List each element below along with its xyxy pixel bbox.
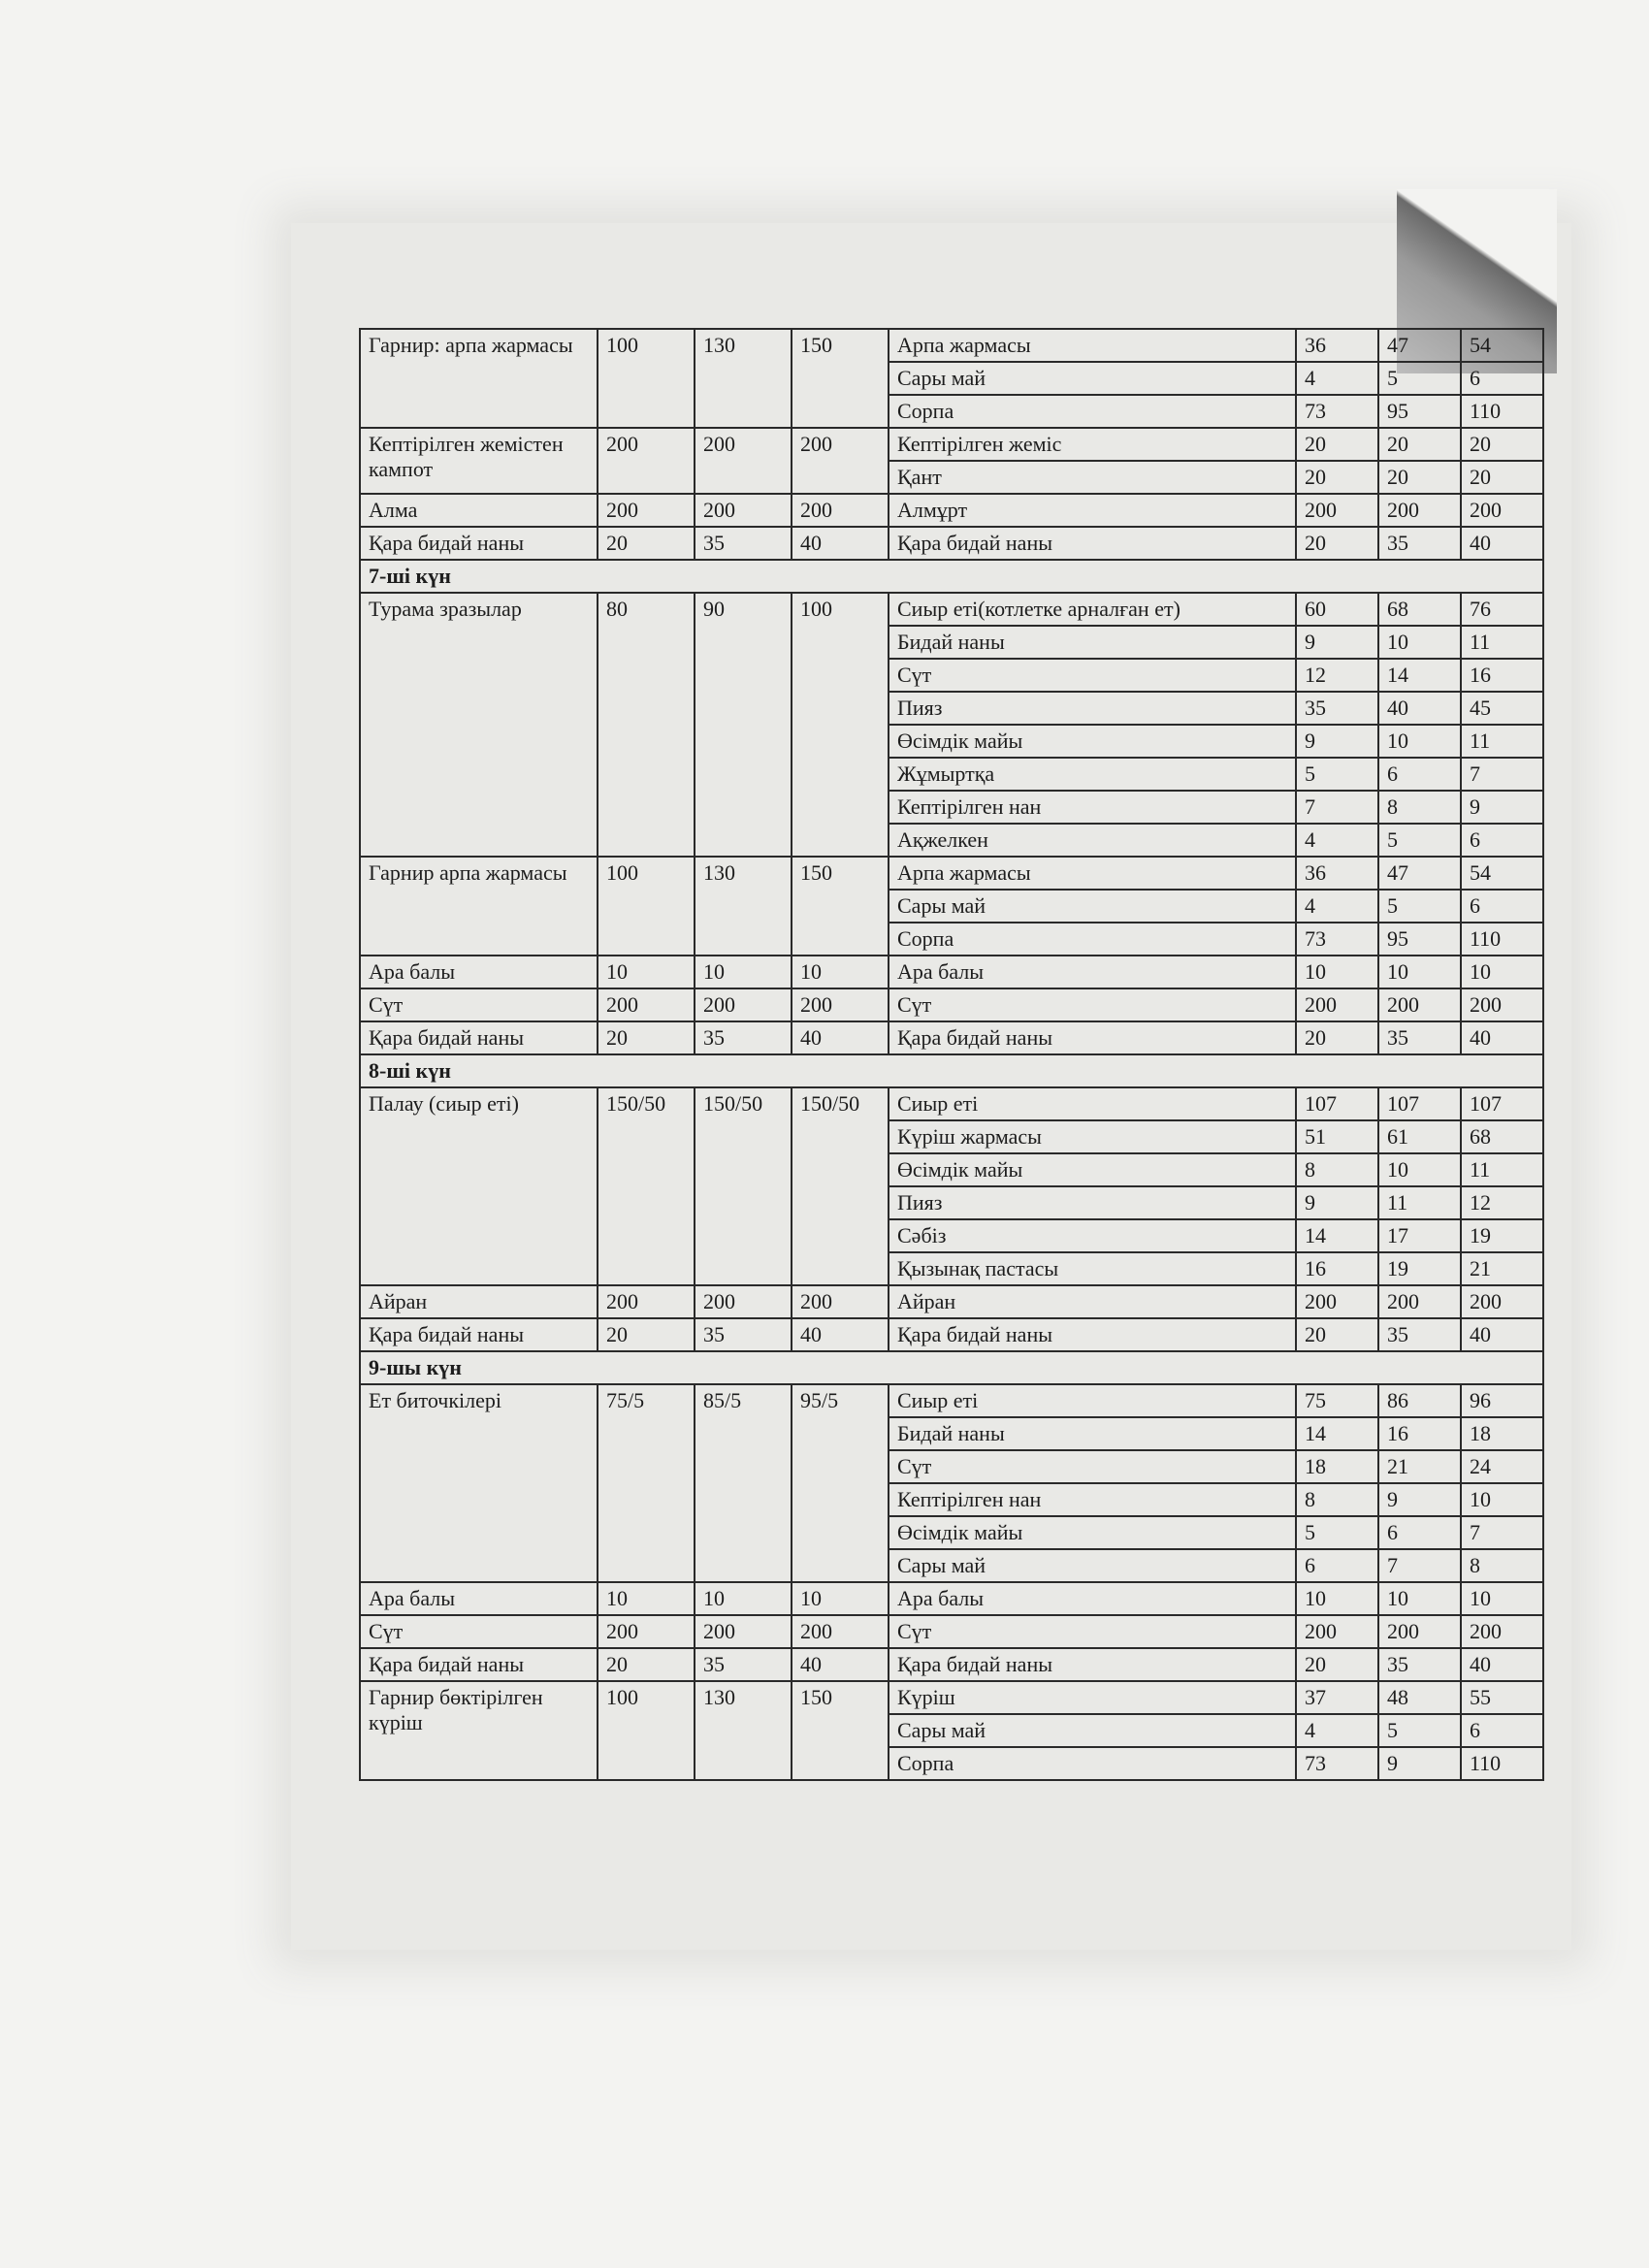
ingredient-name: Сиыр еті	[889, 1384, 1296, 1417]
ingredient-amount-1: 20	[1296, 1318, 1378, 1351]
ingredient-amount-1: 73	[1296, 923, 1378, 956]
dish-name: Айран	[360, 1285, 598, 1318]
menu-table	[359, 328, 1544, 1781]
portion-2: 130	[695, 857, 792, 956]
ingredient-amount-3: 40	[1461, 527, 1543, 560]
ingredient-amount-2: 20	[1378, 461, 1461, 494]
ingredient-name: Ақжелкен	[889, 824, 1296, 857]
ingredient-name: Сорпа	[889, 395, 1296, 428]
portion-2: 200	[695, 494, 792, 527]
ingredient-amount-1: 14	[1296, 1219, 1378, 1252]
portion-3: 200	[792, 988, 889, 1021]
ingredient-name: Қант	[889, 461, 1296, 494]
ingredient-amount-1: 37	[1296, 1681, 1378, 1714]
ingredient-amount-3: 96	[1461, 1384, 1543, 1417]
portion-2: 35	[695, 527, 792, 560]
ingredient-amount-1: 73	[1296, 1747, 1378, 1780]
dish-name: Турама зразылар	[360, 593, 598, 857]
ingredient-name: Өсімдік майы	[889, 1516, 1296, 1549]
ingredient-name: Сүт	[889, 1450, 1296, 1483]
ingredient-name: Арпа жармасы	[889, 329, 1296, 362]
ingredient-amount-1: 20	[1296, 1021, 1378, 1054]
ingredient-amount-3: 54	[1461, 329, 1543, 362]
ingredient-amount-2: 6	[1378, 1516, 1461, 1549]
portion-2: 130	[695, 329, 792, 428]
ingredient-amount-1: 12	[1296, 659, 1378, 692]
ingredient-amount-2: 107	[1378, 1087, 1461, 1120]
ingredient-amount-1: 4	[1296, 824, 1378, 857]
ingredient-amount-1: 200	[1296, 494, 1378, 527]
ingredient-amount-2: 5	[1378, 1714, 1461, 1747]
ingredient-amount-1: 107	[1296, 1087, 1378, 1120]
dish-name: Кептірілген жемістен кампот	[360, 428, 598, 494]
ingredient-amount-3: 18	[1461, 1417, 1543, 1450]
ingredient-amount-2: 9	[1378, 1747, 1461, 1780]
portion-3: 10	[792, 1582, 889, 1615]
portion-3: 95/5	[792, 1384, 889, 1582]
day-header-row	[360, 1054, 1543, 1087]
table-row	[360, 988, 1543, 1021]
ingredient-amount-1: 20	[1296, 428, 1378, 461]
ingredient-amount-2: 200	[1378, 494, 1461, 527]
ingredient-amount-2: 10	[1378, 725, 1461, 758]
ingredient-amount-2: 35	[1378, 527, 1461, 560]
ingredient-name: Сары май	[889, 890, 1296, 923]
portion-1: 100	[598, 1681, 695, 1780]
table-row	[360, 1384, 1543, 1417]
ingredient-amount-1: 60	[1296, 593, 1378, 626]
portion-2: 10	[695, 1582, 792, 1615]
ingredient-amount-2: 6	[1378, 758, 1461, 791]
ingredient-amount-1: 200	[1296, 1615, 1378, 1648]
ingredient-amount-2: 95	[1378, 395, 1461, 428]
dish-name: Алма	[360, 494, 598, 527]
ingredient-amount-1: 16	[1296, 1252, 1378, 1285]
table-row	[360, 1021, 1543, 1054]
ingredient-amount-3: 45	[1461, 692, 1543, 725]
ingredient-name: Сүт	[889, 988, 1296, 1021]
ingredient-amount-1: 18	[1296, 1450, 1378, 1483]
table-row	[360, 857, 1543, 890]
ingredient-name: Сорпа	[889, 1747, 1296, 1780]
dish-name: Сүт	[360, 1615, 598, 1648]
menu-table-sheet	[359, 328, 1542, 1781]
portion-1: 200	[598, 1615, 695, 1648]
ingredient-amount-1: 200	[1296, 988, 1378, 1021]
ingredient-amount-1: 9	[1296, 626, 1378, 659]
ingredient-amount-2: 10	[1378, 626, 1461, 659]
ingredient-amount-2: 20	[1378, 428, 1461, 461]
portion-3: 150	[792, 1681, 889, 1780]
ingredient-amount-2: 35	[1378, 1021, 1461, 1054]
table-row	[360, 428, 1543, 461]
ingredient-name: Пияз	[889, 1186, 1296, 1219]
ingredient-amount-2: 14	[1378, 659, 1461, 692]
ingredient-amount-3: 11	[1461, 626, 1543, 659]
ingredient-amount-2: 95	[1378, 923, 1461, 956]
ingredient-amount-1: 73	[1296, 395, 1378, 428]
ingredient-amount-1: 6	[1296, 1549, 1378, 1582]
portion-2: 150/50	[695, 1087, 792, 1285]
portion-2: 35	[695, 1021, 792, 1054]
ingredient-amount-2: 10	[1378, 1153, 1461, 1186]
dish-name: Ет биточкілері	[360, 1384, 598, 1582]
ingredient-amount-3: 12	[1461, 1186, 1543, 1219]
ingredient-amount-3: 110	[1461, 395, 1543, 428]
dish-name: Сүт	[360, 988, 598, 1021]
ingredient-amount-3: 6	[1461, 362, 1543, 395]
ingredient-amount-3: 76	[1461, 593, 1543, 626]
day-label: 8-ші күн	[360, 1054, 1543, 1087]
ingredient-amount-1: 10	[1296, 956, 1378, 988]
ingredient-amount-1: 20	[1296, 1648, 1378, 1681]
ingredient-name: Кептірілген нан	[889, 1483, 1296, 1516]
portion-1: 10	[598, 956, 695, 988]
ingredient-name: Күріш жармасы	[889, 1120, 1296, 1153]
ingredient-name: Алмұрт	[889, 494, 1296, 527]
portion-2: 35	[695, 1648, 792, 1681]
ingredient-name: Ара балы	[889, 956, 1296, 988]
ingredient-amount-1: 10	[1296, 1582, 1378, 1615]
ingredient-amount-3: 8	[1461, 1549, 1543, 1582]
table-row	[360, 1285, 1543, 1318]
ingredient-amount-2: 40	[1378, 692, 1461, 725]
ingredient-amount-1: 8	[1296, 1153, 1378, 1186]
portion-3: 150	[792, 329, 889, 428]
ingredient-amount-3: 19	[1461, 1219, 1543, 1252]
portion-1: 80	[598, 593, 695, 857]
ingredient-amount-1: 36	[1296, 857, 1378, 890]
ingredient-amount-1: 14	[1296, 1417, 1378, 1450]
ingredient-amount-1: 20	[1296, 461, 1378, 494]
ingredient-amount-2: 9	[1378, 1483, 1461, 1516]
ingredient-name: Сиыр еті(котлетке арналған ет)	[889, 593, 1296, 626]
ingredient-amount-2: 10	[1378, 956, 1461, 988]
portion-1: 75/5	[598, 1384, 695, 1582]
ingredient-amount-3: 200	[1461, 1285, 1543, 1318]
ingredient-name: Сары май	[889, 1549, 1296, 1582]
portion-3: 200	[792, 494, 889, 527]
ingredient-amount-3: 11	[1461, 1153, 1543, 1186]
ingredient-amount-3: 55	[1461, 1681, 1543, 1714]
ingredient-name: Қара бидай наны	[889, 1318, 1296, 1351]
ingredient-amount-2: 200	[1378, 1615, 1461, 1648]
ingredient-amount-3: 6	[1461, 824, 1543, 857]
ingredient-amount-3: 9	[1461, 791, 1543, 824]
ingredient-name: Сәбіз	[889, 1219, 1296, 1252]
ingredient-name: Сүт	[889, 659, 1296, 692]
ingredient-amount-3: 7	[1461, 758, 1543, 791]
ingredient-amount-1: 200	[1296, 1285, 1378, 1318]
portion-3: 40	[792, 527, 889, 560]
ingredient-amount-2: 35	[1378, 1648, 1461, 1681]
portion-1: 100	[598, 329, 695, 428]
dish-name: Палау (сиыр еті)	[360, 1087, 598, 1285]
ingredient-name: Қара бидай наны	[889, 527, 1296, 560]
ingredient-amount-2: 5	[1378, 890, 1461, 923]
ingredient-name: Бидай наны	[889, 1417, 1296, 1450]
portion-1: 200	[598, 988, 695, 1021]
portion-2: 90	[695, 593, 792, 857]
portion-1: 20	[598, 1021, 695, 1054]
day-label: 9-шы күн	[360, 1351, 1543, 1384]
ingredient-amount-3: 20	[1461, 461, 1543, 494]
dish-name: Қара бидай наны	[360, 527, 598, 560]
portion-3: 10	[792, 956, 889, 988]
ingredient-amount-2: 48	[1378, 1681, 1461, 1714]
ingredient-name: Қара бидай наны	[889, 1648, 1296, 1681]
ingredient-amount-2: 8	[1378, 791, 1461, 824]
ingredient-amount-2: 10	[1378, 1582, 1461, 1615]
ingredient-amount-1: 4	[1296, 890, 1378, 923]
ingredient-amount-3: 107	[1461, 1087, 1543, 1120]
dish-name: Гарнир бөктірілген күріш	[360, 1681, 598, 1780]
ingredient-name: Ара балы	[889, 1582, 1296, 1615]
portion-2: 10	[695, 956, 792, 988]
ingredient-amount-1: 4	[1296, 362, 1378, 395]
ingredient-amount-1: 8	[1296, 1483, 1378, 1516]
ingredient-amount-2: 7	[1378, 1549, 1461, 1582]
ingredient-name: Өсімдік майы	[889, 725, 1296, 758]
ingredient-amount-1: 75	[1296, 1384, 1378, 1417]
ingredient-name: Өсімдік майы	[889, 1153, 1296, 1186]
portion-1: 20	[598, 1318, 695, 1351]
ingredient-name: Жұмыртқа	[889, 758, 1296, 791]
ingredient-amount-2: 16	[1378, 1417, 1461, 1450]
ingredient-name: Пияз	[889, 692, 1296, 725]
dish-name: Гарнир арпа жармасы	[360, 857, 598, 956]
ingredient-amount-1: 7	[1296, 791, 1378, 824]
dish-name: Қара бидай наны	[360, 1318, 598, 1351]
ingredient-amount-2: 61	[1378, 1120, 1461, 1153]
ingredient-amount-2: 21	[1378, 1450, 1461, 1483]
ingredient-name: Сиыр еті	[889, 1087, 1296, 1120]
ingredient-name: Кептірілген нан	[889, 791, 1296, 824]
portion-2: 130	[695, 1681, 792, 1780]
portion-2: 85/5	[695, 1384, 792, 1582]
portion-3: 40	[792, 1318, 889, 1351]
dish-name: Қара бидай наны	[360, 1021, 598, 1054]
table-row	[360, 593, 1543, 626]
ingredient-name: Күріш	[889, 1681, 1296, 1714]
portion-3: 40	[792, 1648, 889, 1681]
table-row	[360, 494, 1543, 527]
menu-table-body	[360, 329, 1543, 1780]
ingredient-amount-3: 16	[1461, 659, 1543, 692]
portion-3: 100	[792, 593, 889, 857]
ingredient-amount-3: 10	[1461, 1483, 1543, 1516]
ingredient-amount-2: 5	[1378, 362, 1461, 395]
ingredient-amount-1: 20	[1296, 527, 1378, 560]
table-row	[360, 1681, 1543, 1714]
table-row	[360, 329, 1543, 362]
ingredient-amount-3: 10	[1461, 956, 1543, 988]
ingredient-name: Арпа жармасы	[889, 857, 1296, 890]
ingredient-amount-3: 110	[1461, 1747, 1543, 1780]
portion-1: 10	[598, 1582, 695, 1615]
ingredient-name: Сорпа	[889, 923, 1296, 956]
ingredient-amount-1: 35	[1296, 692, 1378, 725]
portion-3: 200	[792, 428, 889, 494]
ingredient-name: Сары май	[889, 362, 1296, 395]
ingredient-amount-2: 47	[1378, 329, 1461, 362]
ingredient-amount-3: 40	[1461, 1648, 1543, 1681]
dish-name: Гарнир: арпа жармасы	[360, 329, 598, 428]
ingredient-name: Айран	[889, 1285, 1296, 1318]
ingredient-amount-3: 200	[1461, 494, 1543, 527]
ingredient-amount-1: 5	[1296, 758, 1378, 791]
ingredient-amount-1: 51	[1296, 1120, 1378, 1153]
ingredient-amount-3: 40	[1461, 1021, 1543, 1054]
ingredient-amount-1: 5	[1296, 1516, 1378, 1549]
table-row	[360, 1318, 1543, 1351]
portion-2: 200	[695, 988, 792, 1021]
portion-3: 200	[792, 1615, 889, 1648]
ingredient-amount-2: 200	[1378, 988, 1461, 1021]
ingredient-amount-3: 110	[1461, 923, 1543, 956]
ingredient-amount-2: 5	[1378, 824, 1461, 857]
portion-2: 35	[695, 1318, 792, 1351]
table-row	[360, 1648, 1543, 1681]
dish-name: Ара балы	[360, 1582, 598, 1615]
portion-3: 40	[792, 1021, 889, 1054]
ingredient-amount-3: 6	[1461, 1714, 1543, 1747]
ingredient-amount-3: 68	[1461, 1120, 1543, 1153]
portion-1: 200	[598, 494, 695, 527]
portion-1: 100	[598, 857, 695, 956]
table-row	[360, 956, 1543, 988]
ingredient-name: Сары май	[889, 1714, 1296, 1747]
ingredient-amount-3: 200	[1461, 988, 1543, 1021]
portion-3: 150	[792, 857, 889, 956]
ingredient-amount-2: 11	[1378, 1186, 1461, 1219]
ingredient-amount-2: 86	[1378, 1384, 1461, 1417]
ingredient-amount-3: 200	[1461, 1615, 1543, 1648]
table-row	[360, 1582, 1543, 1615]
day-label: 7-ші күн	[360, 560, 1543, 593]
ingredient-name: Қызынақ пастасы	[889, 1252, 1296, 1285]
table-row	[360, 527, 1543, 560]
portion-1: 200	[598, 428, 695, 494]
portion-2: 200	[695, 1285, 792, 1318]
ingredient-amount-3: 24	[1461, 1450, 1543, 1483]
ingredient-amount-3: 11	[1461, 725, 1543, 758]
ingredient-amount-1: 9	[1296, 1186, 1378, 1219]
ingredient-amount-2: 47	[1378, 857, 1461, 890]
ingredient-amount-3: 40	[1461, 1318, 1543, 1351]
table-row	[360, 1615, 1543, 1648]
ingredient-amount-3: 20	[1461, 428, 1543, 461]
ingredient-amount-1: 9	[1296, 725, 1378, 758]
ingredient-amount-2: 17	[1378, 1219, 1461, 1252]
portion-2: 200	[695, 1615, 792, 1648]
portion-3: 150/50	[792, 1087, 889, 1285]
ingredient-name: Бидай наны	[889, 626, 1296, 659]
ingredient-amount-1: 36	[1296, 329, 1378, 362]
ingredient-amount-2: 200	[1378, 1285, 1461, 1318]
portion-3: 200	[792, 1285, 889, 1318]
ingredient-amount-3: 54	[1461, 857, 1543, 890]
day-header-row	[360, 560, 1543, 593]
ingredient-amount-2: 68	[1378, 593, 1461, 626]
ingredient-amount-2: 35	[1378, 1318, 1461, 1351]
portion-1: 20	[598, 527, 695, 560]
table-row	[360, 1087, 1543, 1120]
ingredient-amount-3: 7	[1461, 1516, 1543, 1549]
dish-name: Ара балы	[360, 956, 598, 988]
portion-1: 20	[598, 1648, 695, 1681]
ingredient-name: Сүт	[889, 1615, 1296, 1648]
ingredient-amount-3: 6	[1461, 890, 1543, 923]
ingredient-name: Кептірілген жеміс	[889, 428, 1296, 461]
day-header-row	[360, 1351, 1543, 1384]
dish-name: Қара бидай наны	[360, 1648, 598, 1681]
ingredient-amount-3: 21	[1461, 1252, 1543, 1285]
ingredient-amount-1: 4	[1296, 1714, 1378, 1747]
ingredient-name: Қара бидай наны	[889, 1021, 1296, 1054]
portion-1: 150/50	[598, 1087, 695, 1285]
portion-2: 200	[695, 428, 792, 494]
ingredient-amount-2: 19	[1378, 1252, 1461, 1285]
ingredient-amount-3: 10	[1461, 1582, 1543, 1615]
portion-1: 200	[598, 1285, 695, 1318]
